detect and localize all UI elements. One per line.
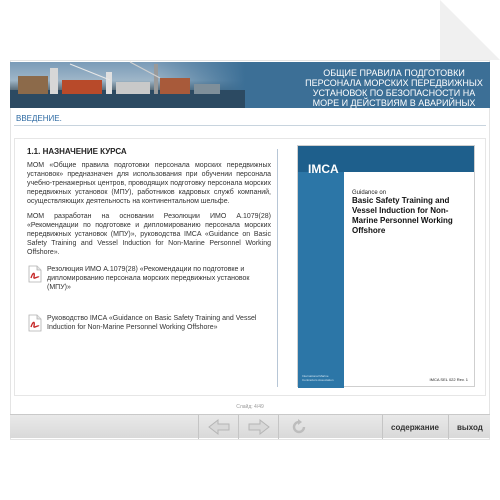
cover-text: [352, 190, 472, 236]
contents-button[interactable]: содержание: [382, 415, 447, 439]
text-column: [27, 147, 271, 332]
offshore-rig-photo: [10, 62, 245, 108]
breadcrumb-intro[interactable]: ВВЕДЕНИЕ.: [16, 114, 62, 123]
cover-publisher: International Marine Contractors Association: [302, 374, 334, 382]
cover-side-band: [298, 172, 344, 388]
next-slide-button[interactable]: [238, 415, 278, 439]
column-divider: [277, 149, 278, 387]
page-corner-fold: [440, 0, 500, 60]
pdf-file-icon: [27, 314, 43, 332]
header-divider: [14, 125, 486, 126]
cover-heading: Basic Safety Training and Vessel Induction for Non-Marine Personnel Working Offshore: [352, 196, 453, 235]
arrow-right-icon: [248, 419, 270, 435]
paragraph-purpose: МОМ «Общие правила подготовки персонала морских передвижных установок» предназначен для использования при обучении персонала учебно-тренажерных центров, проводящих подготовку персонала морских передвижных установок (МПУ), работников кадровых служб компаний, осуществляющих деятельность на континентальном шельфе.: [27, 162, 271, 205]
paragraph-basis: МОМ разработан на основании Резолюции ИМО А.1079(28) «Рекомендации по подготовке и дипломированию персонала морских передвижных установок (МПУ)», руководства IMCA «Guidance on Basic Safety Training and Vessel Induction for Non-Marine Personnel Working Offshore».: [27, 213, 271, 256]
content-panel: [14, 138, 486, 396]
arrow-left-icon: [208, 419, 230, 435]
document-link-label: Резолюция ИМО А.1079(28) «Рекомендации по подготовке и дипломированию персонала морских передвижных установок (МПУ)»: [47, 266, 250, 291]
replay-icon: [290, 418, 308, 436]
document-link-imca-guidance[interactable]: [27, 314, 271, 332]
cover-code: IMCA SEL 022 Rev. 1: [429, 377, 468, 382]
document-link-imo-resolution[interactable]: [27, 265, 271, 292]
replay-button[interactable]: [278, 415, 318, 439]
rig-illustration: [10, 62, 245, 108]
cover-guidance: Guidance on: [352, 190, 387, 196]
page-title: ОБЩИЕ ПРАВИЛА ПОДГОТОВКИ ПЕРСОНАЛА МОРСКИХ ПЕРЕДВИЖНЫХ УСТАНОВОК ПО БЕЗОПАСНОСТИ НА МОРЕ И ДЕЙСТВИЯМ В АВАРИЙНЫХ СИТУАЦИЯХ.: [305, 68, 483, 118]
document-link-label: Руководство IMCA «Guidance on Basic Safety Training and Vessel Induction for Non-Marine Personnel Working Offshore»: [47, 315, 257, 331]
prev-slide-button[interactable]: [198, 415, 238, 439]
pdf-file-icon: [27, 265, 43, 283]
header-banner: [10, 62, 490, 118]
section-title: 1.1. НАЗНАЧЕНИЕ КУРСА: [27, 147, 127, 156]
slide-counter: Слайд: 4/49: [236, 404, 264, 410]
imca-logo: IMCA: [308, 162, 339, 176]
imca-guidance-cover: [297, 145, 475, 387]
bottom-toolbar: [10, 414, 490, 438]
exit-button[interactable]: выход: [448, 415, 491, 439]
